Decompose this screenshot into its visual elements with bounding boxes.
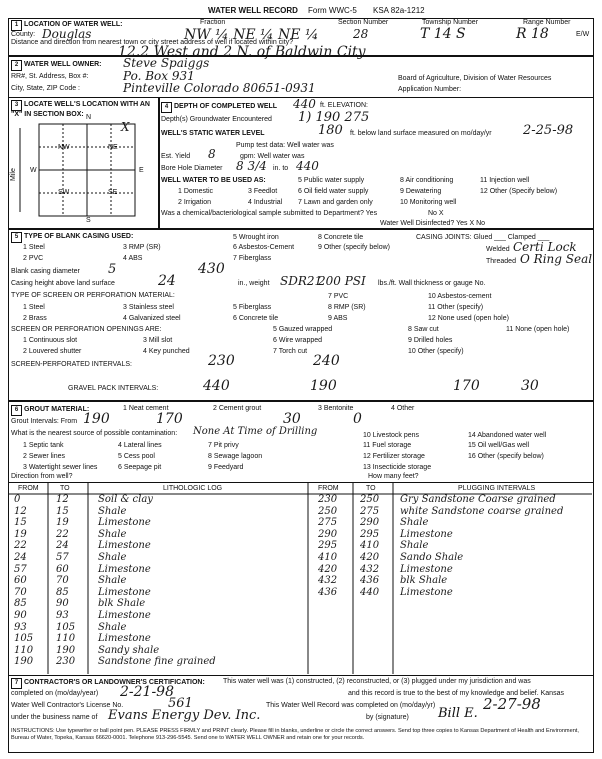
log-left-to-8: 85 bbox=[56, 586, 69, 598]
license-value: 561 bbox=[168, 696, 193, 711]
depth-unit: ft. ELEVATION: bbox=[320, 102, 368, 109]
log-left-lithology-2: Limestone bbox=[98, 517, 151, 529]
business-value: Evans Energy Dev. Inc. bbox=[108, 708, 261, 723]
screen-type-8: 8 RMP (SR) bbox=[328, 304, 366, 311]
log-left-from-14: 190 bbox=[14, 656, 34, 668]
board-label: Board of Agriculture, Division of Water Resources bbox=[398, 75, 552, 82]
static-level-value: 180 bbox=[318, 123, 343, 138]
record-completed-value: 2-27-98 bbox=[483, 695, 541, 713]
completed-value: 2-21-98 bbox=[120, 684, 174, 700]
certification-line-1: This water well was (1) constructed, (2) reconstructed, or (3) plugged under my jurisdiction and was bbox=[223, 678, 531, 685]
log-right-to-0: 250 bbox=[360, 494, 380, 505]
log-right-lithology-2: Shale bbox=[400, 517, 429, 529]
log-right-from-4: 295 bbox=[318, 540, 338, 552]
screen-interval-from: 230 bbox=[208, 353, 235, 369]
screen-type-11: 11 Other (specify) bbox=[428, 304, 484, 311]
county-label: County: bbox=[11, 31, 36, 38]
gravel-pack-label: GRAVEL PACK INTERVALS: bbox=[68, 385, 159, 392]
opening-5: 5 Gauzed wrapped bbox=[273, 326, 333, 333]
static-date-value: 2-25-98 bbox=[523, 123, 574, 138]
opening-8: 8 Saw cut bbox=[408, 326, 439, 333]
source-11: 11 Fuel storage bbox=[363, 442, 412, 449]
form-title: WATER WELL RECORD bbox=[208, 6, 298, 15]
screen-type-label: TYPE OF SCREEN OR PERFORATION MATERIAL: bbox=[11, 292, 175, 299]
distance-label: Distance and direction from nearest town or city street address of well if located within city? bbox=[11, 39, 294, 46]
location-label: 1 LOCATION OF WATER WELL: bbox=[11, 20, 123, 31]
grout-from-1: 190 bbox=[83, 411, 110, 427]
source-13: 13 Insecticide storage bbox=[363, 464, 432, 471]
log-right-lithology-0: Gry Sandstone Coarse grained bbox=[400, 494, 556, 505]
completed-label: completed on (mo/day/year) bbox=[11, 690, 99, 697]
disinfected-label: Water Well Disinfected? Yes X No bbox=[380, 220, 486, 227]
casing-type-7: 7 Fiberglass bbox=[233, 255, 272, 262]
log-left-lithology-12: Limestone bbox=[98, 633, 151, 645]
groundwater-value: 1) 190 275 bbox=[298, 110, 370, 125]
log-right-from-5: 410 bbox=[318, 552, 338, 563]
log-header-plugging: PLUGGING INTERVALS bbox=[458, 485, 536, 492]
groundwater-label: Depth(s) Groundwater Encountered bbox=[161, 116, 272, 123]
opening-3: 3 Mill slot bbox=[143, 337, 173, 344]
opening-2: 2 Louvered shutter bbox=[23, 348, 82, 355]
city-value: Pinteville Colorado 80651-0931 bbox=[123, 81, 316, 95]
range-value: R 18 bbox=[516, 26, 549, 42]
south-label: S bbox=[86, 217, 91, 224]
source-9: 9 Feedyard bbox=[208, 464, 244, 471]
log-left-to-9: 90 bbox=[56, 598, 69, 610]
screen-interval-to: 240 bbox=[313, 353, 340, 369]
opening-10: 10 Other (specify) bbox=[408, 348, 464, 355]
source-16: 16 Other (specify below) bbox=[468, 453, 544, 460]
log-left-to-1: 15 bbox=[56, 505, 69, 517]
use-8: 8 Air conditioning bbox=[400, 177, 454, 184]
record-completed-label: This Water Well Record was completed on (mo/day/yr) bbox=[266, 702, 436, 709]
welded-label: Welded bbox=[486, 246, 510, 253]
casing-height-value: 24 bbox=[158, 273, 176, 289]
log-left-to-14: 230 bbox=[56, 656, 76, 668]
weight-label: in., weight bbox=[238, 280, 270, 287]
opening-9: 9 Drilled holes bbox=[408, 337, 453, 344]
use-9: 9 Dewatering bbox=[400, 188, 442, 195]
threaded-label: Threaded bbox=[486, 258, 516, 265]
yield-value: 8 bbox=[208, 147, 216, 161]
opening-11: 11 None (open hole) bbox=[506, 326, 570, 333]
log-left-to-4: 24 bbox=[56, 540, 69, 552]
log-right-to-5: 420 bbox=[360, 552, 380, 563]
log-left-to-11: 105 bbox=[56, 621, 76, 633]
screen-type-4: 4 Galvanized steel bbox=[123, 315, 181, 322]
screen-type-2: 2 Brass bbox=[23, 315, 47, 322]
use-2: 2 Irrigation bbox=[178, 199, 212, 206]
gravel-to-1: 190 bbox=[310, 378, 337, 394]
wall-label: lbs./ft. Wall thickness or gauge No. bbox=[378, 280, 486, 287]
application-number-label: Application Number: bbox=[398, 86, 462, 93]
log-left-from-11: 93 bbox=[14, 621, 27, 633]
log-left-to-13: 190 bbox=[56, 644, 76, 656]
casing-type-2: 2 PVC bbox=[23, 255, 44, 262]
county-value: Douglas bbox=[42, 27, 92, 41]
openings-label: SCREEN OR PERFORATION OPENINGS ARE: bbox=[11, 326, 162, 333]
log-right-lithology-5: Sando Shale bbox=[400, 552, 464, 563]
north-label: N bbox=[86, 114, 92, 121]
log-left-lithology-8: Limestone bbox=[98, 586, 151, 598]
owner-name: Steve Spaiggs bbox=[123, 56, 210, 70]
fraction-value: NW ¼ NE ¼ NE ¼ bbox=[184, 27, 319, 43]
log-right-lithology-4: Shale bbox=[400, 540, 429, 552]
certification-label: 7 CONTRACTOR'S OR LANDOWNER'S CERTIFICATION: bbox=[11, 678, 205, 689]
ew-label: E/W bbox=[576, 31, 590, 38]
yield-label: Est. Yield bbox=[161, 153, 191, 160]
log-right-to-3: 295 bbox=[360, 528, 380, 540]
log-header-from: FROM bbox=[18, 485, 39, 492]
log-right-to-6: 432 bbox=[360, 563, 380, 575]
log-left-from-2: 15 bbox=[14, 517, 27, 529]
log-left-lithology-3: Shale bbox=[98, 528, 127, 540]
city-label: City, State, ZIP Code : bbox=[11, 85, 80, 92]
bore-label: Bore Hole Diameter bbox=[161, 165, 223, 172]
screen-intervals-label: SCREEN-PERFORATED INTERVALS: bbox=[11, 361, 132, 368]
screen-type-6: 6 Concrete tile bbox=[233, 315, 279, 322]
log-left-to-2: 19 bbox=[56, 517, 69, 529]
log-left-lithology-4: Limestone bbox=[98, 540, 151, 552]
direction-label: Direction from well? bbox=[11, 473, 73, 480]
grout-type-1: 1 Neat cement bbox=[123, 405, 169, 412]
license-label: Water Well Contractor's License No. bbox=[11, 702, 124, 709]
casing-type-9: 9 Other (specify below) bbox=[318, 244, 390, 251]
log-header-to-2: TO bbox=[366, 485, 376, 492]
water-well-record-form bbox=[8, 6, 594, 752]
log-right-from-8: 436 bbox=[318, 586, 338, 598]
nw-label: NW bbox=[58, 144, 70, 151]
log-left-lithology-7: Shale bbox=[98, 575, 127, 587]
business-label: under the business name of bbox=[11, 714, 98, 721]
static-level-label: WELL'S STATIC WATER LEVEL bbox=[161, 130, 265, 137]
owner-label: 2 WATER WELL OWNER: bbox=[11, 60, 102, 71]
depth-value: 440 bbox=[293, 97, 316, 111]
log-right-to-8: 440 bbox=[360, 586, 380, 598]
threaded-value: O Ring Seal bbox=[520, 252, 593, 266]
grout-intervals-label: Grout Intervals: From bbox=[11, 418, 78, 425]
use-12: 12 Other (Specify below) bbox=[480, 188, 558, 195]
use-7: 7 Lawn and garden only bbox=[298, 199, 373, 206]
log-left-lithology-0: Soil & clay bbox=[98, 494, 153, 505]
depth-label: 4 DEPTH OF COMPLETED WELL bbox=[161, 102, 277, 113]
log-left-to-7: 70 bbox=[56, 575, 69, 587]
log-right-lithology-8: Limestone bbox=[400, 586, 453, 598]
log-left-from-9: 85 bbox=[14, 598, 27, 610]
log-left-lithology-5: Shale bbox=[98, 552, 127, 563]
log-left-lithology-10: Limestone bbox=[98, 610, 151, 621]
pump-test-label: Pump test data: Well water was bbox=[236, 142, 334, 149]
log-header-lithologic: LITHOLOGIC LOG bbox=[163, 485, 223, 492]
bore-to-value: 440 bbox=[296, 159, 319, 173]
source-14: 14 Abandoned water well bbox=[468, 432, 547, 439]
use-3: 3 Feedlot bbox=[248, 188, 278, 195]
casing-type-8: 8 Concrete tile bbox=[318, 234, 364, 241]
opening-1: 1 Continuous slot bbox=[23, 337, 78, 344]
log-right-from-3: 290 bbox=[318, 528, 338, 540]
casing-joints-label: CASING JOINTS: Glued ___ Clamped ___ bbox=[416, 234, 550, 241]
screen-type-9: 9 ABS bbox=[328, 315, 348, 322]
casing-diameter-label: Blank casing diameter bbox=[11, 268, 80, 275]
log-right-lithology-3: Limestone bbox=[400, 528, 453, 540]
log-right-to-1: 275 bbox=[360, 505, 380, 517]
log-header-to: TO bbox=[60, 485, 70, 492]
log-right-to-2: 290 bbox=[360, 517, 380, 529]
casing-diameter-to: 430 bbox=[198, 261, 225, 277]
log-left-from-7: 60 bbox=[14, 575, 27, 587]
log-left-from-1: 12 bbox=[14, 505, 27, 517]
use-4: 4 Industrial bbox=[248, 199, 283, 206]
use-5: 5 Public water supply bbox=[298, 177, 365, 184]
log-right-to-7: 436 bbox=[360, 575, 380, 587]
ksa-number: KSA 82a-1212 bbox=[373, 6, 425, 15]
screen-type-12: 12 None used (open hole) bbox=[428, 315, 509, 322]
log-left-lithology-13: Sandy shale bbox=[98, 644, 160, 656]
address-value: Po. Box 931 bbox=[123, 69, 195, 83]
source-10: 10 Livestock pens bbox=[363, 432, 420, 439]
opening-7: 7 Torch cut bbox=[273, 348, 308, 355]
well-location-mark: X bbox=[121, 120, 130, 134]
fraction-label: Fraction bbox=[200, 19, 226, 26]
log-left-from-5: 24 bbox=[14, 552, 27, 563]
log-left-from-6: 57 bbox=[14, 563, 27, 575]
casing-type-1: 1 Steel bbox=[23, 244, 45, 251]
log-right-from-1: 250 bbox=[318, 505, 338, 517]
log-left-to-5: 57 bbox=[56, 552, 69, 563]
source-8: 8 Sewage lagoon bbox=[208, 453, 263, 460]
log-left-lithology-14: Sandstone fine grained bbox=[98, 656, 216, 668]
log-left-from-10: 90 bbox=[14, 610, 27, 621]
log-left-to-6: 60 bbox=[56, 563, 69, 575]
how-many-feet-label: How many feet? bbox=[368, 473, 419, 480]
west-label: W bbox=[30, 167, 37, 174]
grout-to-2: 0 bbox=[353, 411, 362, 427]
log-right-lithology-1: white Sandstone coarse grained bbox=[400, 505, 564, 517]
source-1: 1 Septic tank bbox=[23, 442, 64, 449]
opening-6: 6 Wire wrapped bbox=[273, 337, 323, 344]
grout-type-4: 4 Other bbox=[391, 405, 415, 412]
welded-value: Certi Lock bbox=[513, 240, 577, 254]
log-right-from-6: 420 bbox=[318, 563, 338, 575]
address-label: RR#, St. Address, Box #: bbox=[11, 73, 89, 80]
log-left-from-8: 70 bbox=[14, 586, 27, 598]
bore-in-label: in. to bbox=[273, 165, 289, 172]
log-left-from-12: 105 bbox=[14, 633, 34, 645]
township-label: Township Number bbox=[422, 19, 479, 26]
mile-label: Mile bbox=[10, 168, 17, 181]
source-4: 4 Lateral lines bbox=[118, 442, 162, 449]
grout-from-2: 30 bbox=[283, 411, 301, 427]
grout-to-1: 170 bbox=[156, 411, 183, 427]
source-5: 5 Cess pool bbox=[118, 453, 155, 460]
ne-label: NE bbox=[108, 144, 118, 151]
section-number-value: 28 bbox=[353, 27, 369, 41]
screen-type-3: 3 Stainless steel bbox=[123, 304, 174, 311]
gravel-to-2: 30 bbox=[521, 378, 539, 394]
se-label: SE bbox=[108, 189, 118, 196]
weight-value: SDR21 bbox=[280, 274, 323, 288]
log-right-lithology-7: blk Shale bbox=[400, 575, 448, 587]
log-right-lithology-6: Limestone bbox=[400, 563, 453, 575]
signature: Bill E. bbox=[438, 706, 478, 721]
source-3: 3 Watertight sewer lines bbox=[23, 464, 98, 471]
log-right-to-4: 410 bbox=[360, 540, 380, 552]
source-2: 2 Sewer lines bbox=[23, 453, 66, 460]
log-left-lithology-6: Limestone bbox=[98, 563, 151, 575]
log-left-from-0: 0 bbox=[14, 494, 21, 505]
log-left-to-0: 12 bbox=[56, 494, 69, 505]
form-number: Form WWC-5 bbox=[308, 6, 357, 15]
log-left-lithology-11: Shale bbox=[98, 621, 127, 633]
gravel-from-1: 440 bbox=[203, 378, 230, 394]
instructions-text: INSTRUCTIONS: Use typewriter or ball point pen. PLEASE PRESS FIRMLY and PRINT clearly. Please fill in blanks, underline or circle the correct answers. Send top three copies to Kansas Department of Health and Environment, Bureau of Water, Topeka, Kansas 66620-0001. Telephone 913-296-5545. Send one to WATER WELL OWNER and retain one for your records. bbox=[11, 728, 579, 741]
screen-type-10: 10 Asbestos-cement bbox=[428, 293, 492, 300]
use-label: WELL WATER TO BE USED AS: bbox=[161, 177, 266, 184]
log-right-from-7: 432 bbox=[318, 575, 338, 587]
log-left-to-12: 110 bbox=[56, 633, 76, 645]
locate-label: 3 LOCATE WELL'S LOCATION WITH AN "X" IN SECTION BOX: bbox=[11, 101, 150, 118]
grout-type-3: 3 Bentonite bbox=[318, 405, 354, 412]
casing-diameter-value: 5 bbox=[108, 262, 117, 277]
contamination-label: What is the nearest source of possible contamination: bbox=[11, 430, 178, 437]
static-level-tail: ft. below land surface measured on mo/day/yr bbox=[350, 130, 492, 137]
log-left-to-3: 22 bbox=[56, 528, 69, 540]
section-number-label: Section Number bbox=[338, 19, 389, 26]
gravel-from-2: 170 bbox=[453, 378, 480, 394]
casing-height-label: Casing height above land surface bbox=[11, 280, 115, 287]
log-right-from-2: 275 bbox=[318, 517, 338, 529]
casing-label: 5 TYPE OF BLANK CASING USED: bbox=[11, 232, 133, 243]
signature-label: by (signature) bbox=[366, 714, 409, 721]
yield-unit: gpm: Well water was bbox=[240, 153, 305, 160]
wall-value: 200 PSI bbox=[318, 274, 366, 288]
casing-type-4: 4 ABS bbox=[123, 255, 143, 262]
grout-label: 6 GROUT MATERIAL: bbox=[11, 405, 89, 416]
opening-4: 4 Key punched bbox=[143, 348, 190, 355]
source-6: 6 Seepage pit bbox=[118, 464, 162, 471]
true-record-text: and this record is true to the best of my knowledge and belief. Kansas bbox=[348, 690, 564, 697]
log-left-lithology-9: blk Shale bbox=[98, 598, 146, 610]
chem-sample-label: Was a chemical/bacteriological sample submitted to Department? Yes bbox=[161, 210, 378, 217]
bore-value: 8 3/4 bbox=[236, 159, 267, 173]
log-left-from-4: 22 bbox=[14, 540, 27, 552]
range-label: Range Number bbox=[523, 19, 571, 26]
screen-type-7: 7 PVC bbox=[328, 293, 349, 300]
east-label: E bbox=[139, 167, 144, 174]
log-left-to-10: 93 bbox=[56, 610, 69, 621]
screen-type-1: 1 Steel bbox=[23, 304, 45, 311]
use-6: 6 Oil field water supply bbox=[298, 188, 369, 195]
use-11: 11 Injection well bbox=[480, 177, 530, 184]
casing-type-5: 5 Wrought iron bbox=[233, 234, 279, 241]
casing-type-3: 3 RMP (SR) bbox=[123, 244, 161, 251]
casing-type-6: 6 Asbestos-Cement bbox=[233, 244, 295, 251]
use-1: 1 Domestic bbox=[178, 188, 214, 195]
grout-type-2: 2 Cement grout bbox=[213, 405, 262, 412]
distance-value: 12.2 West and 2 N. of Baldwin City bbox=[118, 44, 366, 60]
screen-type-5: 5 Fiberglass bbox=[233, 304, 272, 311]
source-15: 15 Oil well/Gas well bbox=[468, 442, 530, 449]
log-left-from-13: 110 bbox=[14, 644, 34, 656]
source-12: 12 Fertilizer storage bbox=[363, 453, 425, 460]
source-7: 7 Pit privy bbox=[208, 442, 239, 449]
chem-sample-no: No X bbox=[428, 210, 444, 217]
sw-label: SW bbox=[58, 189, 70, 196]
contamination-value: None At Time of Drilling bbox=[193, 426, 318, 437]
log-right-from-0: 230 bbox=[318, 494, 338, 505]
log-left-lithology-1: Shale bbox=[98, 505, 127, 517]
township-value: T 14 S bbox=[420, 26, 466, 42]
log-left-from-3: 19 bbox=[14, 528, 27, 540]
log-header-from-2: FROM bbox=[318, 485, 339, 492]
use-10: 10 Monitoring well bbox=[400, 199, 457, 206]
